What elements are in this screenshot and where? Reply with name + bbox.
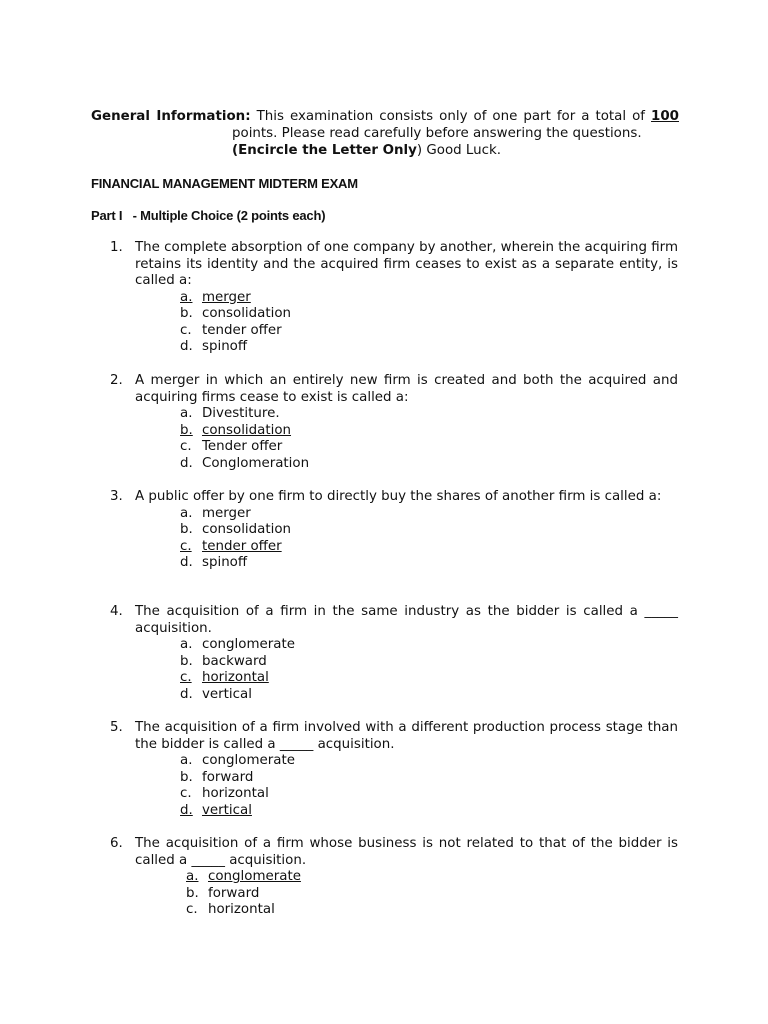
answer-options — [186, 869, 678, 919]
question-number: 6. — [110, 836, 123, 851]
option-letter: b. — [180, 769, 193, 785]
answer-option-a[interactable] — [180, 637, 678, 654]
option-letter: c. — [186, 902, 198, 917]
answer-options — [180, 637, 678, 703]
option-letter: c. — [180, 538, 192, 554]
option-letter: c. — [180, 439, 192, 454]
option-letter: a. — [180, 289, 193, 305]
question-5 — [110, 720, 678, 819]
option-text: merger — [202, 505, 251, 521]
option-text: vertical — [202, 802, 252, 818]
question-2 — [110, 373, 678, 472]
question-4 — [110, 604, 678, 703]
option-text: forward — [202, 769, 254, 785]
option-text: consolidation — [202, 422, 292, 438]
general-information-text: This examination consists only of one part for a total of — [256, 109, 646, 124]
question-stem: The acquisition of a firm in the same industry as the bidder is called a _____ acquisition. — [135, 604, 678, 636]
option-letter: b. — [180, 522, 193, 537]
part-label: Part I — [91, 208, 123, 223]
general-information-first-line — [91, 108, 679, 125]
question-stem: The acquisition of a firm whose business is not related to that of the bidder is called a _____ acquisition. — [135, 836, 678, 868]
part-description: - Multiple Choice (2 points each) — [132, 208, 326, 223]
total-points: 100 — [651, 109, 679, 124]
option-text: Conglomeration — [202, 455, 310, 471]
option-text: spinoff — [202, 555, 248, 570]
option-letter: d. — [180, 555, 193, 570]
general-information-second-line: points. Please read carefully before answering the questions. — [232, 126, 642, 141]
answer-options — [180, 290, 678, 356]
question-number: 1. — [110, 240, 123, 255]
option-text: consolidation — [202, 306, 292, 321]
option-letter: d. — [180, 455, 193, 471]
answer-option-b[interactable] — [180, 306, 678, 323]
answer-option-c[interactable] — [180, 439, 678, 456]
answer-option-a[interactable] — [180, 753, 678, 770]
question-stem: A public offer by one firm to directly buy the shares of another firm is called a: — [135, 489, 662, 504]
option-letter: b. — [180, 653, 193, 669]
option-letter: d. — [180, 686, 193, 702]
option-letter: b. — [186, 885, 199, 901]
option-letter: a. — [180, 505, 193, 521]
answer-option-d[interactable] — [180, 803, 678, 820]
option-letter: c. — [180, 670, 192, 685]
option-letter: a. — [180, 406, 193, 421]
question-6 — [110, 836, 678, 919]
option-letter: a. — [180, 637, 193, 652]
exam-title: FINANCIAL MANAGEMENT MIDTERM EXAM — [91, 176, 358, 191]
option-text: conglomerate — [208, 869, 301, 884]
answer-options — [180, 506, 678, 572]
option-text: forward — [208, 885, 260, 901]
answer-option-d[interactable] — [180, 687, 678, 704]
answer-option-a[interactable] — [180, 290, 678, 307]
option-letter: b. — [180, 422, 193, 438]
question-number: 4. — [110, 604, 123, 619]
option-letter: d. — [180, 339, 193, 354]
option-text: horizontal — [202, 670, 269, 685]
option-text: conglomerate — [202, 753, 295, 768]
question-1 — [110, 240, 678, 356]
option-letter: d. — [180, 802, 193, 818]
option-text: conglomerate — [202, 637, 295, 652]
answer-option-c[interactable] — [186, 902, 678, 919]
answer-option-b[interactable] — [186, 886, 678, 903]
answer-option-a[interactable] — [186, 869, 678, 886]
part-heading — [91, 208, 325, 223]
answer-option-c[interactable] — [180, 323, 678, 340]
general-information-label: General Information: — [91, 109, 251, 124]
option-text: horizontal — [202, 786, 269, 801]
answer-option-d[interactable] — [180, 339, 678, 356]
answer-option-b[interactable] — [180, 770, 678, 787]
option-letter: c. — [180, 322, 192, 338]
question-stem: The acquisition of a firm involved with a different production process stage than the bidder is called a _____ acquisition. — [135, 720, 678, 752]
general-information — [91, 108, 679, 159]
question-stem: A merger in which an entirely new firm is created and both the acquired and acquiring firms cease to exist is called a: — [135, 373, 678, 405]
option-text: backward — [202, 653, 267, 669]
option-text: merger — [202, 289, 251, 305]
answer-option-c[interactable] — [180, 539, 678, 556]
question-number: 3. — [110, 489, 123, 504]
option-text: Tender offer — [202, 439, 283, 454]
option-text: horizontal — [208, 902, 275, 917]
option-letter: c. — [180, 786, 192, 801]
encircle-instruction: (Encircle the Letter Only — [232, 143, 417, 158]
option-text: Divestiture. — [202, 406, 280, 421]
option-text: vertical — [202, 686, 252, 702]
answer-options — [180, 753, 678, 819]
option-letter: b. — [180, 306, 193, 321]
good-luck-text: ) Good Luck. — [416, 143, 501, 158]
option-text: tender offer — [202, 322, 282, 338]
option-text: consolidation — [202, 522, 292, 537]
answer-option-a[interactable] — [180, 506, 678, 523]
answer-option-b[interactable] — [180, 423, 678, 440]
option-text: spinoff — [202, 339, 248, 354]
option-letter: a. — [186, 869, 199, 884]
answer-option-b[interactable] — [180, 654, 678, 671]
answer-option-a[interactable] — [180, 406, 678, 423]
question-number: 5. — [110, 720, 123, 735]
answer-option-d[interactable] — [180, 456, 678, 473]
question-number: 2. — [110, 373, 123, 388]
question-stem: The complete absorption of one company by another, wherein the acquiring firm retains its identity and the acquired firm ceases to exist as a separate entity, is called a: — [135, 240, 678, 288]
question-3 — [110, 489, 678, 572]
answer-option-d[interactable] — [180, 555, 678, 572]
answer-options — [180, 406, 678, 472]
option-letter: a. — [180, 753, 193, 768]
answer-option-c[interactable] — [180, 670, 678, 687]
option-text: tender offer — [202, 538, 282, 554]
answer-option-b[interactable] — [180, 522, 678, 539]
general-information-third-line — [91, 142, 679, 159]
answer-option-c[interactable] — [180, 786, 678, 803]
